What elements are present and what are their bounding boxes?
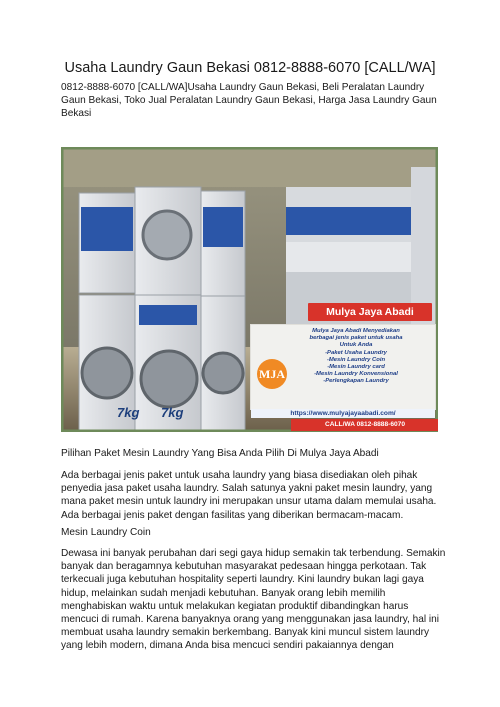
section-body: Dewasa ini banyak perubahan dari segi gaya hidup semakin tak terbendung. Semakin banyak dan beragamnya kebutuhan masyarakat pedesaan hingga perkotaan. Tak terkecuali juga kebutuhan hospitality seperti laundry. Kini laundry bukan lagi gaya hidup, melainkan sudah menjadi kebutuhan. Banyak orang lebih memilih menghabiskan waktu untuk melakukan kegiatan produktif dibandingkan harus mencuci di rumah. Karena banyaknya orang yang menggunakan jasa laundry, hal ini membuat usaha laundry semakin berkembang. Banyak kini muncul sistem laundry yang lebih modern, dimana Anda bisa mencuci sendiri pakaiannya dengan (61, 548, 446, 652)
laundry-machines-photo (61, 147, 438, 432)
intro-paragraph: 0812-8888-6070 [CALL/WA]Usaha Laundry Gaun Bekasi, Beli Peralatan Laundry Gaun Bekasi, Toko Jual Peralatan Laundry Gaun Bekasi, Harga Jasa Laundry Gaun Bekasi (61, 82, 437, 120)
mja-logo: MJA (257, 359, 287, 389)
section-heading: Pilihan Paket Mesin Laundry Yang Bisa Anda Pilih Di Mulya Jaya Abadi (61, 448, 379, 459)
promo-line: -Paket Usaha Laundry (325, 349, 387, 356)
promo-line: -Perlengkapan Laundry (323, 378, 389, 385)
promo-text (281, 328, 431, 386)
section-body: Ada berbagai jenis paket untuk usaha laundry yang biasa disediakan oleh pihak penyedia jasa paket usaha laundry. Salah satunya yakni paket mesin laundry, yang mana paket mesin untuk laundry ini merupakan unsur utama dalam memulai usaha. Ada berbagai jenis paket dengan fasilitas yang diberikan bermacam-macam. (61, 470, 437, 521)
brand-banner: Mulya Jaya Abadi (308, 303, 432, 321)
call-to-action: CALL/WA 0812-8888-6070 (291, 419, 438, 431)
section-heading: Mesin Laundry Coin (61, 527, 151, 538)
website-url: https://www.mulyajayaabadi.com/ (251, 409, 435, 418)
promo-line: -Mesin Laundry Coin (326, 356, 386, 363)
promo-line: Untuk Anda (339, 342, 373, 349)
promo-line: Mulya Jaya Abadi Menyediakan (312, 328, 400, 334)
capacity-label: 7kg (161, 405, 184, 420)
promo-line: -Mesin Laundry Konvensional (314, 371, 398, 378)
page-title: Usaha Laundry Gaun Bekasi 0812-8888-6070 [CALL/WA] (64, 60, 436, 76)
promo-panel (250, 324, 436, 410)
promo-line: berbagai jenis paket untuk usaha (309, 335, 403, 342)
capacity-label: 7kg (117, 405, 140, 420)
promo-line: -Mesin Laundry card (327, 364, 385, 371)
